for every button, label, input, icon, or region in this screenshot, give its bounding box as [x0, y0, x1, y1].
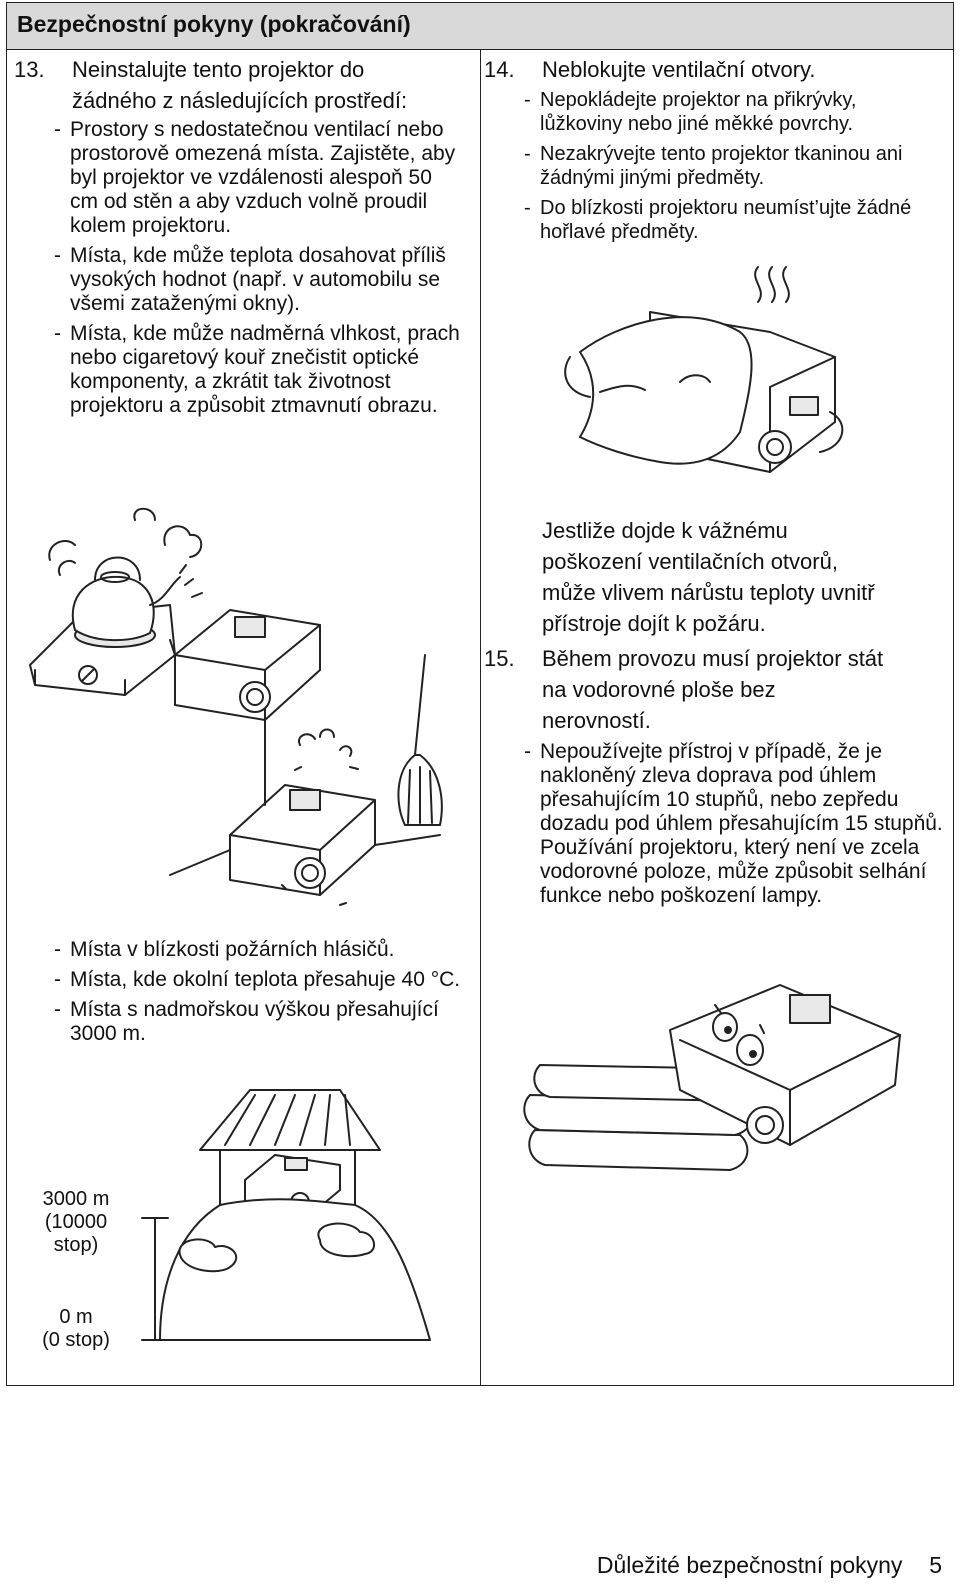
item-13-number: 13.: [14, 57, 45, 82]
list-item: - Nezakrývejte tento projektor tkaninou ani žádnými jinými předměty.: [524, 143, 903, 189]
section-header: [6, 2, 954, 50]
list-item: - Místa s nadmořskou výškou přesahující 3000 m.: [54, 998, 439, 1045]
item-14-number: 14.: [484, 57, 515, 82]
item-14-warning: Jestliže dojde k vážnému poškození ventilačních otvorů, může vlivem nárůstu teploty uvnitř přístroje dojít k požáru.: [542, 518, 875, 636]
list-item: - Místa v blízkosti požárních hlásičů.: [54, 938, 395, 961]
list-item: - Nepokládejte projektor na přikrývky, lůžkoviny nebo jiné měkké povrchy.: [524, 89, 857, 135]
list-item: - Místa, kde okolní teplota přesahuje 40 °C.: [54, 968, 461, 991]
footer-text: Důležité bezpečnostní pokyny: [596, 1552, 903, 1578]
item-15-list: [524, 740, 944, 914]
page-number: 5: [929, 1552, 942, 1578]
item-13-list-bottom: [54, 938, 464, 1052]
section-title: Bezpečnostní pokyny (pokračování): [17, 11, 411, 37]
page-footer: [597, 1552, 942, 1579]
list-item: - Do blízkosti projektoru neumíst’ujte žádné hořlavé předměty.: [524, 197, 912, 243]
altitude-top-label: 3000 m (10000 stop): [42, 1188, 110, 1256]
list-item: - Místa, kde může teplota dosahovat příliš vysokých hodnot (např. v automobilu se všemi zataženými okny).: [54, 244, 446, 315]
covered-projector-illustration: [540, 262, 880, 492]
item-15-title: Během provozu musí projektor stát na vodorovné ploše bez nerovností.: [542, 646, 884, 733]
tilted-projector-illustration: [520, 975, 920, 1185]
altitude-bottom-label: 0 m (0 stop): [42, 1306, 110, 1351]
item-14-title: Neblokujte ventilační otvory.: [542, 57, 816, 82]
mountain-altitude-illustration: [140, 1080, 470, 1370]
list-item: - Prostory s nedostatečnou ventilací nebo prostorově omezená místa. Zajistěte, aby byl projektor ve vzdálenosti alespoň 50 cm od stěn a aby vzduch volně proudil kolem projektoru.: [54, 118, 456, 237]
list-item: - Nepoužívejte přístroj v případě, že je nakloněný zleva doprava pod úhlem přesahujícím 10 stupňů, nebo zepředu dozadu pod úhlem přesahujícím 15 stupňů. Používání projektoru, který není ve zcela vodorovné poloze, může způsobit selhání funkce nebo poškození lampy.: [524, 740, 943, 907]
list-item: - Místa, kde může nadměrná vlhkost, prach nebo cigaretový kouř znečistit optické komponenty, a zkrátit tak životnost projektoru a způsobit ztmavnutí obrazu.: [54, 322, 460, 417]
column-divider: [480, 50, 481, 1386]
heat-dust-illustration: [20, 505, 480, 925]
item-13-list-top: [54, 118, 464, 424]
item-15-number: 15.: [484, 646, 515, 671]
item-13-title: Neinstalujte tento projektor do žádného z následujících prostředí:: [72, 57, 408, 113]
item-14-list: [524, 88, 944, 250]
